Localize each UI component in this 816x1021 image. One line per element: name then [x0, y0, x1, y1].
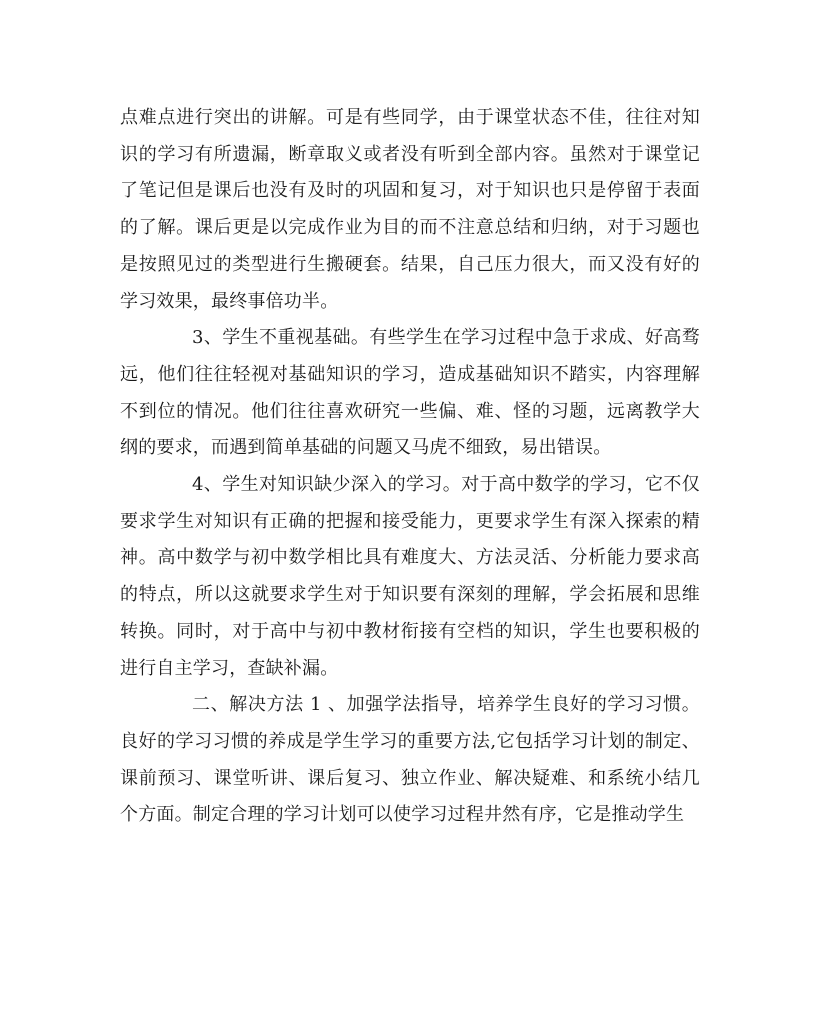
paragraph-3: 4、学生对知识缺少深入的学习。对于高中数学的学习，它不仅要求学生对知识有正确的把握和接受能力，更要求学生有深入探索的精神。高中数学与初中数学相比具有难度大、方法灵活、分析能力要求高的特点，所以这就要求学生对于知识要有深刻的理解，学会拓展和思维转换。同时，对于高中与初中教材衔接有空档的知识，学生也要积极的进行自主学习，查缺补漏。	[120, 474, 700, 679]
document-body	[120, 100, 700, 834]
paragraph-4: 二、解决方法 1 、加强学法指导，培养学生良好的学习习惯。良好的学习习惯的养成是学生学习的重要方法,它包括学习计划的制定、课前预习、课堂听讲、课后复习、独立作业、解决疑难、和系统小结几个方面。制定合理的学习计划可以使学习过程井然有序，它是推动学生	[120, 694, 700, 826]
paragraph-2: 3、学生不重视基础。有些学生在学习过程中急于求成、好高骛远，他们往往轻视对基础知识的学习，造成基础知识不踏实，内容理解不到位的情况。他们往往喜欢研究一些偏、难、怪的习题，远离教学大纲的要求，而遇到简单基础的问题又马虎不细致，易出错误。	[120, 327, 700, 459]
paragraph-1: 点难点进行突出的讲解。可是有些同学，由于课堂状态不佳，往往对知识的学习有所遗漏，断章取义或者没有听到全部内容。虽然对于课堂记了笔记但是课后也没有及时的巩固和复习，对于知识也只是停留于表面的了解。课后更是以完成作业为目的而不注意总结和归纳，对于习题也是按照见过的类型进行生搬硬套。结果，自己压力很大，而又没有好的学习效果，最终事倍功半。	[120, 107, 700, 312]
